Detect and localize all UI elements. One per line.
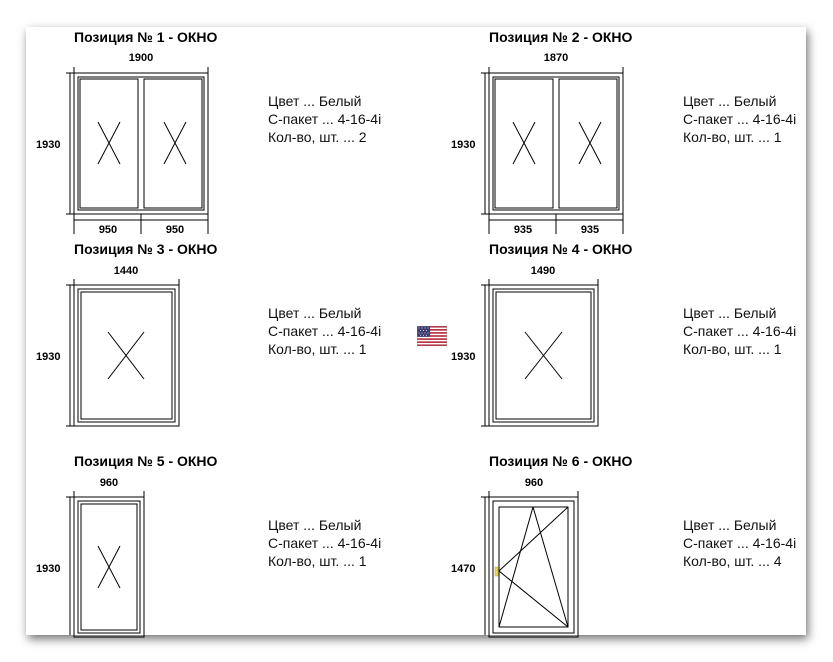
spec-list [268,92,381,146]
spec-qty: Кол-во, шт. ... 2 [268,129,367,145]
position-title: Позиция № 3 - ОКНО [74,241,218,257]
width-dimension: 1440 [113,265,139,277]
spec-color: Цвет ... Белый [683,305,777,321]
position-title: Позиция № 4 - ОКНО [489,241,633,257]
height-dimension: 1930 [36,351,61,363]
spec-qty: Кол-во, шт. ... 1 [268,341,367,357]
sash-width-2: 935 [580,224,600,236]
position-3 [26,239,406,449]
width-dimension: 1490 [530,265,556,277]
spec-list [683,92,796,146]
position-6 [441,451,821,661]
position-1 [26,27,406,237]
sash-width-1: 935 [513,224,533,236]
spec-color: Цвет ... Белый [683,517,777,533]
spec-color: Цвет ... Белый [268,93,362,109]
position-title: Позиция № 6 - ОКНО [489,453,633,469]
handle-icon [495,567,498,576]
position-title: Позиция № 1 - ОКНО [74,29,218,45]
position-5 [26,451,406,661]
us-flag-icon [417,326,447,346]
sash-width-1: 950 [98,224,118,236]
spec-glass: С-пакет ... 4-16-4i [268,111,382,127]
spec-list [268,516,381,570]
spec-list [683,304,796,358]
position-title: Позиция № 2 - ОКНО [489,29,633,45]
height-dimension: 1930 [451,139,476,151]
spec-qty: Кол-во, шт. ... 1 [268,553,367,569]
sash-width-2: 950 [165,224,185,236]
spec-qty: Кол-во, шт. ... 4 [683,553,782,569]
spec-color: Цвет ... Белый [683,93,777,109]
height-dimension: 1930 [36,563,61,575]
position-4 [441,239,821,449]
position-title: Позиция № 5 - ОКНО [74,453,218,469]
spec-color: Цвет ... Белый [268,305,362,321]
spec-glass: С-пакет ... 4-16-4i [268,323,382,339]
position-2 [441,27,821,237]
height-dimension: 1930 [451,351,476,363]
spec-glass: С-пакет ... 4-16-4i [268,535,382,551]
spec-glass: С-пакет ... 4-16-4i [683,111,797,127]
width-dimension: 1900 [128,52,154,64]
width-dimension: 960 [524,477,544,489]
spec-qty: Кол-во, шт. ... 1 [683,341,782,357]
spec-glass: С-пакет ... 4-16-4i [683,535,797,551]
width-dimension: 960 [99,477,119,489]
height-dimension: 1930 [36,139,61,151]
spec-qty: Кол-во, шт. ... 1 [683,129,782,145]
width-dimension: 1870 [543,52,569,64]
height-dimension: 1470 [451,563,476,575]
spec-list [683,516,796,570]
spec-glass: С-пакет ... 4-16-4i [683,323,797,339]
spec-list [268,304,381,358]
spec-color: Цвет ... Белый [268,517,362,533]
spec-sheet [26,27,806,635]
